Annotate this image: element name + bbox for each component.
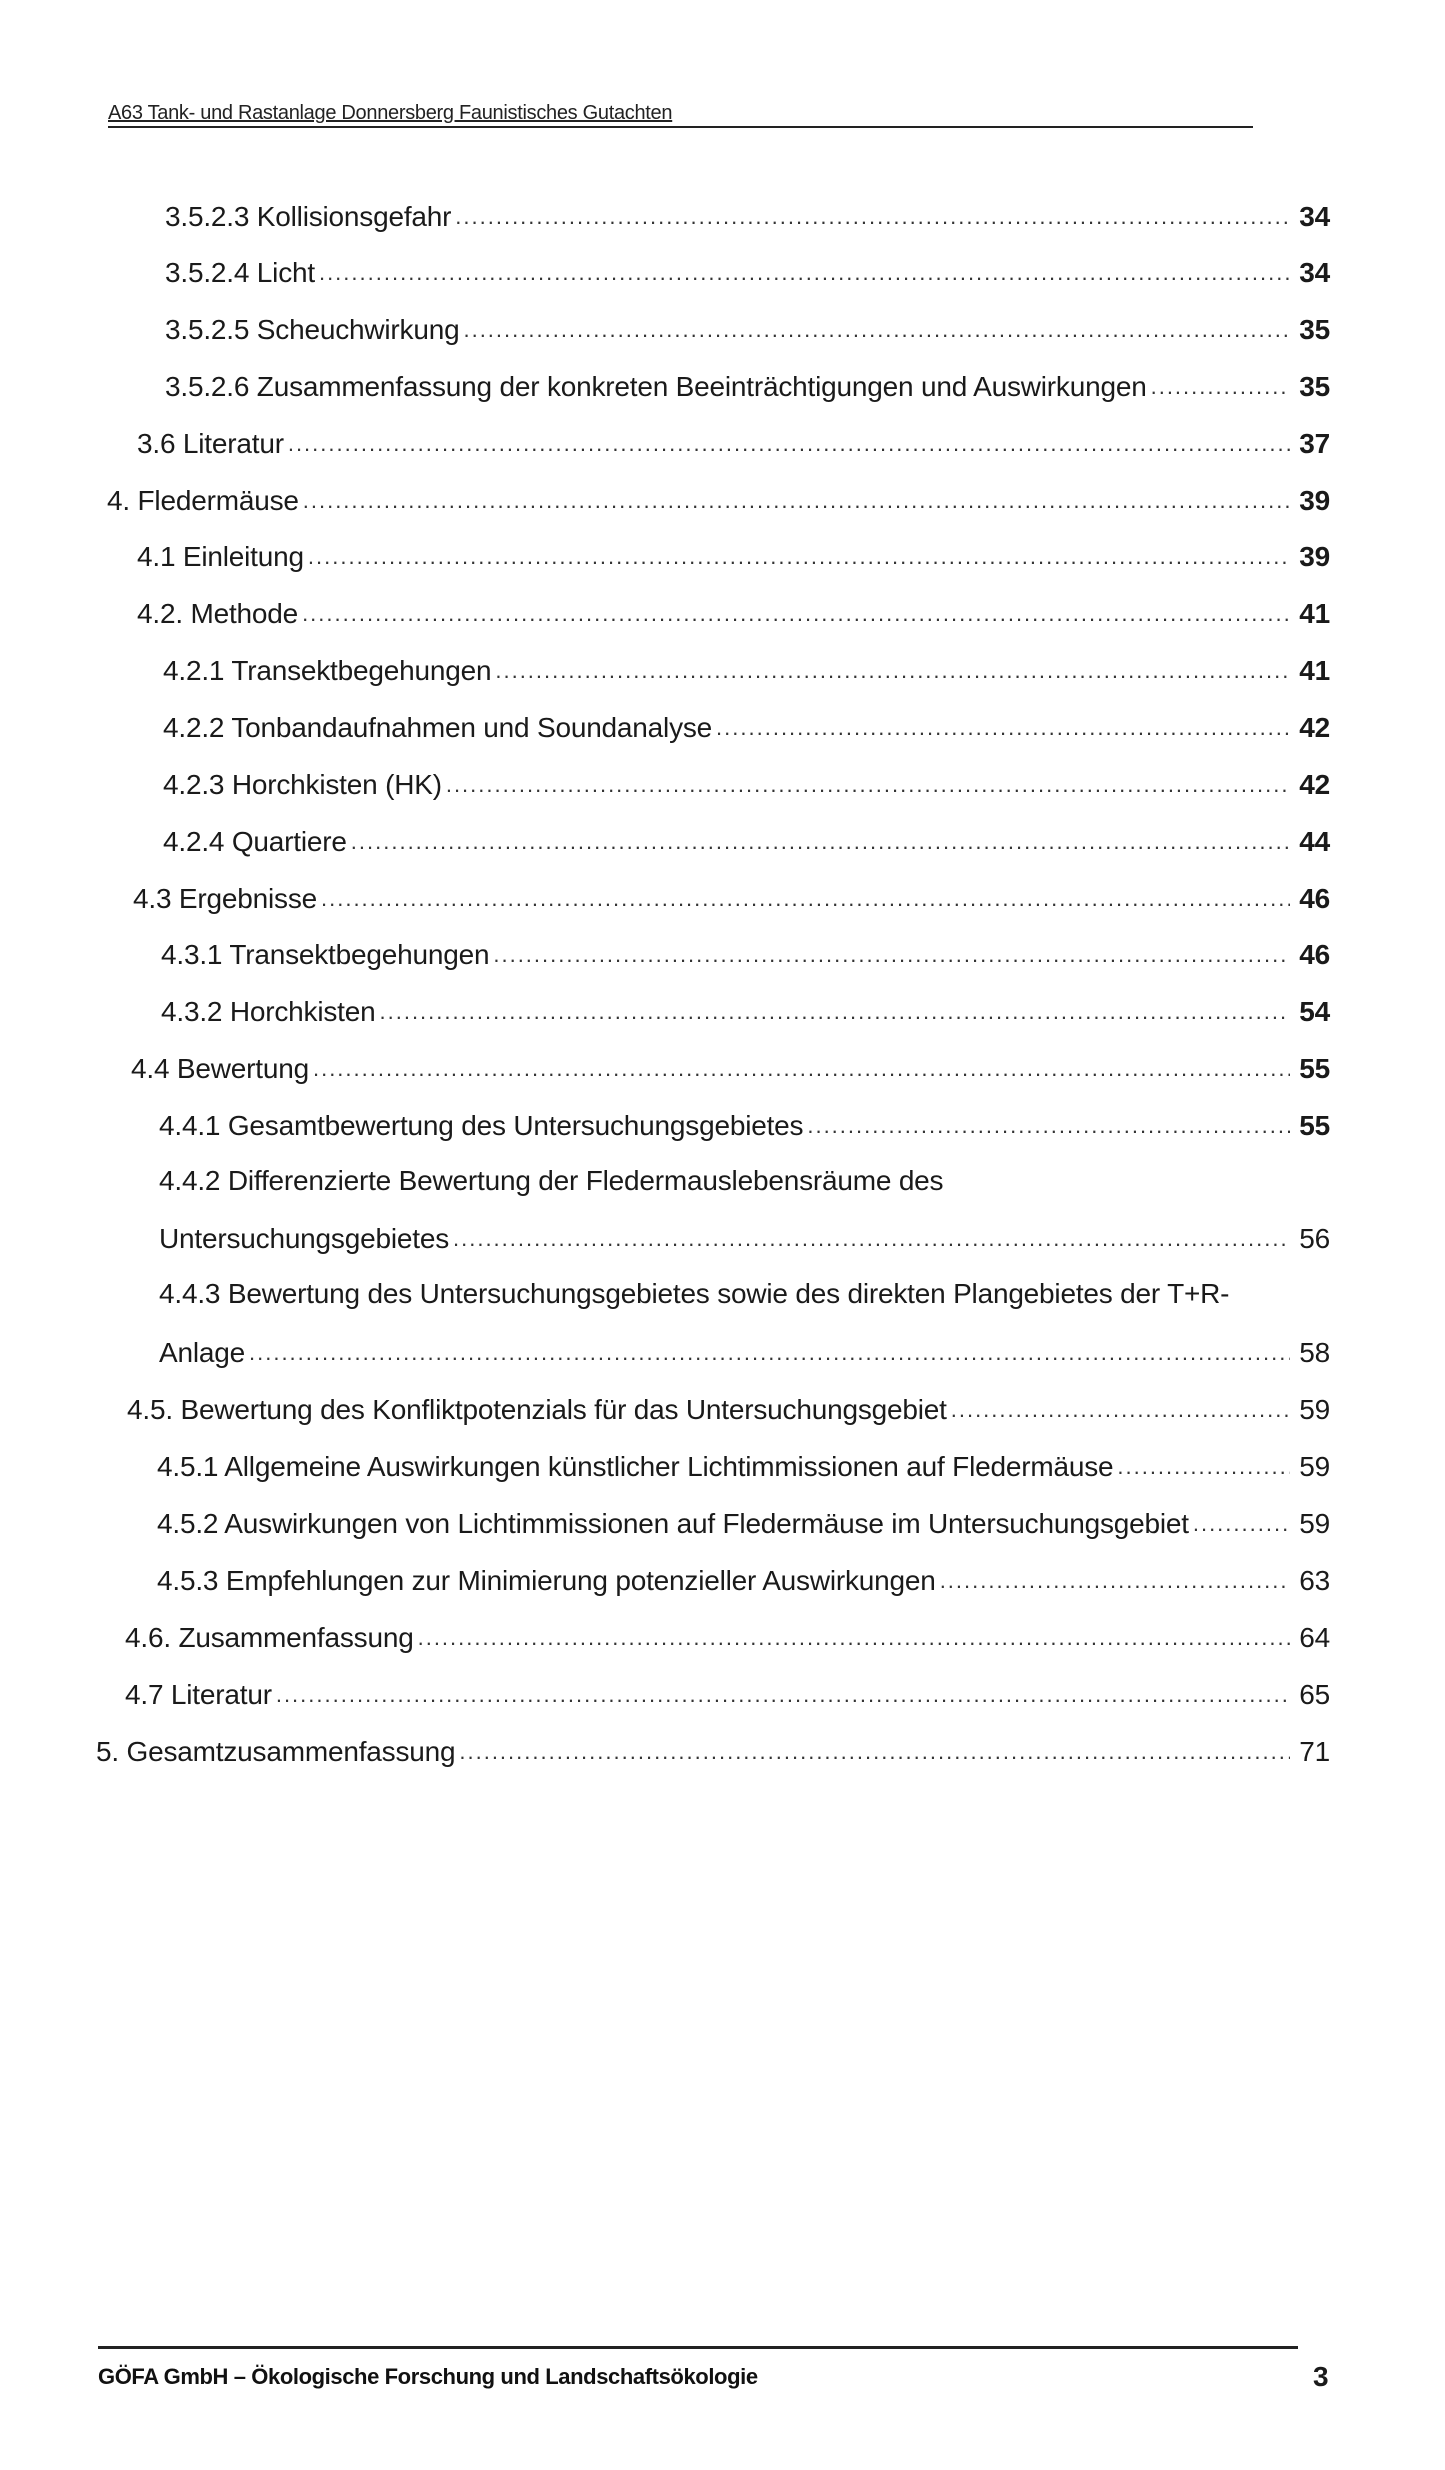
toc-entry-label: 3.5.2.6 Zusammenfassung der konkreten Beeinträchtigungen und Auswirkungen [165, 371, 1147, 402]
toc-leader-dots [303, 488, 1290, 514]
footer-company: GÖFA GmbH – Ökologische Forschung und Landschaftsökologie [98, 2364, 758, 2389]
toc-entry[interactable] [127, 1391, 1330, 1427]
toc-entry-wrapped-line[interactable] [159, 1277, 1229, 1311]
toc-entry-page: 35 [1299, 371, 1330, 402]
toc-leader-dots [716, 715, 1290, 741]
toc-entry-page: 56 [1299, 1223, 1330, 1254]
toc-entry[interactable] [133, 880, 1330, 916]
toc-entry[interactable] [157, 1448, 1330, 1484]
toc-entry-label: 3.5.2.4 Licht [165, 257, 315, 288]
toc-entry[interactable] [107, 482, 1330, 518]
toc-leader-dots [321, 886, 1290, 912]
toc-leader-dots [319, 260, 1290, 286]
toc-entry-page: 55 [1299, 1053, 1330, 1084]
toc-entry-page: 58 [1299, 1337, 1330, 1368]
toc-leader-dots [1117, 1454, 1290, 1480]
toc-entry[interactable] [165, 198, 1330, 234]
toc-entry-page: 42 [1299, 712, 1330, 743]
toc-entry[interactable] [125, 1619, 1330, 1655]
toc-entry-label: 4.1 Einleitung [137, 541, 304, 572]
toc-leader-dots [302, 601, 1290, 627]
toc-entry-page: 35 [1299, 314, 1330, 345]
toc-entry-label: 4.2.1 Transektbegehungen [163, 655, 492, 686]
toc-entry-page: 55 [1299, 1110, 1330, 1141]
toc-leader-dots [418, 1625, 1290, 1651]
toc-entry[interactable] [161, 936, 1330, 972]
toc-leader-dots [940, 1568, 1290, 1594]
toc-entry[interactable] [165, 311, 1330, 347]
toc-entry[interactable] [157, 1505, 1330, 1541]
toc-leader-dots [453, 1226, 1290, 1252]
toc-entry[interactable] [163, 709, 1330, 745]
toc-entry-label: 4.4.3 Bewertung des Untersuchungsgebietes sowie des direkten Plangebietes der T+R- [159, 1278, 1230, 1309]
toc-entry-label: 4.2.2 Tonbandaufnahmen und Soundanalyse [163, 712, 713, 743]
toc-entry-label: 4.3 Ergebnisse [133, 883, 317, 914]
page-header [108, 101, 1253, 128]
toc-entry-label: 4. Fledermäuse [107, 485, 299, 516]
page-number: 3 [1313, 2361, 1329, 2392]
toc-leader-dots [351, 829, 1290, 855]
toc-entry[interactable] [137, 425, 1330, 461]
toc-entry-page: 71 [1299, 1736, 1330, 1767]
toc-entry-page: 37 [1299, 428, 1330, 459]
toc-leader-dots [276, 1682, 1290, 1708]
toc-leader-dots [463, 317, 1290, 343]
toc-entry-label: 4.2. Methode [137, 598, 299, 629]
toc-entry[interactable] [125, 1676, 1330, 1712]
toc-leader-dots [455, 204, 1290, 230]
toc-entry-page: 46 [1299, 939, 1330, 970]
toc-entry-page: 41 [1299, 655, 1330, 686]
toc-leader-dots [1193, 1511, 1290, 1537]
toc-entry-page: 63 [1299, 1565, 1330, 1596]
toc-entry-page: 59 [1299, 1394, 1330, 1425]
toc-entry-label: 4.4 Bewertung [131, 1053, 309, 1084]
toc-entry-label: 4.5.3 Empfehlungen zur Minimierung potenzieller Auswirkungen [157, 1565, 936, 1596]
toc-entry-label: 4.3.2 Horchkisten [161, 996, 376, 1027]
toc-entry[interactable] [137, 538, 1330, 574]
toc-entry-label: 4.6. Zusammenfassung [125, 1622, 414, 1653]
toc-entry-label: 4.2.3 Horchkisten (HK) [163, 769, 442, 800]
toc-entry-label: 3.5.2.5 Scheuchwirkung [165, 314, 460, 345]
toc-entry[interactable] [159, 1334, 1330, 1370]
toc-entry-label: 5. Gesamtzusammenfassung [96, 1736, 456, 1767]
toc-leader-dots [495, 658, 1290, 684]
footer-rule [98, 2346, 1298, 2349]
toc-entry-page: 44 [1299, 826, 1330, 857]
toc-entry[interactable] [161, 993, 1330, 1029]
toc-leader-dots [313, 1056, 1290, 1082]
toc-entry-label: 4.3.1 Transektbegehungen [161, 939, 490, 970]
toc-entry-label: 4.5.1 Allgemeine Auswirkungen künstlicher Lichtimmissionen auf Fledermäuse [157, 1451, 1114, 1482]
toc-leader-dots [951, 1397, 1290, 1423]
toc-entry-page: 42 [1299, 769, 1330, 800]
toc-entry-page: 59 [1299, 1451, 1330, 1482]
toc-entry-label: 4.7 Literatur [125, 1679, 272, 1710]
toc-entry[interactable] [165, 254, 1330, 290]
toc-entry[interactable] [159, 1220, 1330, 1256]
toc-entry-page: 54 [1299, 996, 1330, 1027]
toc-leader-dots [288, 431, 1290, 457]
toc-entry-label: 4.4.2 Differenzierte Bewertung der Fledermauslebensräume des [159, 1165, 944, 1196]
toc-entry[interactable] [165, 368, 1330, 404]
toc-entry[interactable] [157, 1562, 1330, 1598]
toc-entry-label: 4.5. Bewertung des Konfliktpotenzials für das Untersuchungsgebiet [127, 1394, 947, 1425]
toc-entry-page: 59 [1299, 1508, 1330, 1539]
toc-entry-page: 41 [1299, 598, 1330, 629]
toc-entry-label: Anlage [159, 1337, 245, 1368]
toc-entry-page: 39 [1299, 485, 1330, 516]
toc-entry-label: 4.5.2 Auswirkungen von Lichtimmissionen auf Fledermäuse im Untersuchungsgebiet [157, 1508, 1189, 1539]
toc-entry-label: 3.6 Literatur [137, 428, 284, 459]
toc-entry-label: 4.4.1 Gesamtbewertung des Untersuchungsgebietes [159, 1110, 804, 1141]
toc-leader-dots [249, 1340, 1290, 1366]
toc-entry[interactable] [96, 1733, 1330, 1769]
toc-entry-label: 4.2.4 Quartiere [163, 826, 347, 857]
toc-entry-wrapped-line[interactable] [159, 1164, 943, 1198]
toc-leader-dots [493, 942, 1290, 968]
toc-leader-dots [807, 1113, 1290, 1139]
toc-entry-page: 64 [1299, 1622, 1330, 1653]
toc-entry[interactable] [137, 595, 1330, 631]
toc-leader-dots [1151, 374, 1290, 400]
toc-entry-page: 39 [1299, 541, 1330, 572]
toc-entry-page: 65 [1299, 1679, 1330, 1710]
toc-leader-dots [446, 772, 1290, 798]
toc-entry[interactable] [159, 1107, 1330, 1143]
toc-entry-label: Untersuchungsgebietes [159, 1223, 449, 1254]
toc-entry[interactable] [163, 652, 1330, 688]
toc-entry-page: 34 [1299, 201, 1330, 232]
toc-leader-dots [459, 1739, 1290, 1765]
toc-entry-label: 3.5.2.3 Kollisionsgefahr [165, 201, 452, 232]
toc-leader-dots [380, 999, 1291, 1025]
toc-entry-page: 34 [1299, 257, 1330, 288]
toc-leader-dots [308, 544, 1290, 570]
toc-entry-page: 46 [1299, 883, 1330, 914]
toc-entry[interactable] [163, 823, 1330, 859]
toc-entry[interactable] [163, 766, 1330, 802]
header-title: A63 Tank- und Rastanlage Donnersberg Faunistisches Gutachten [108, 102, 673, 124]
toc-entry[interactable] [131, 1050, 1330, 1086]
